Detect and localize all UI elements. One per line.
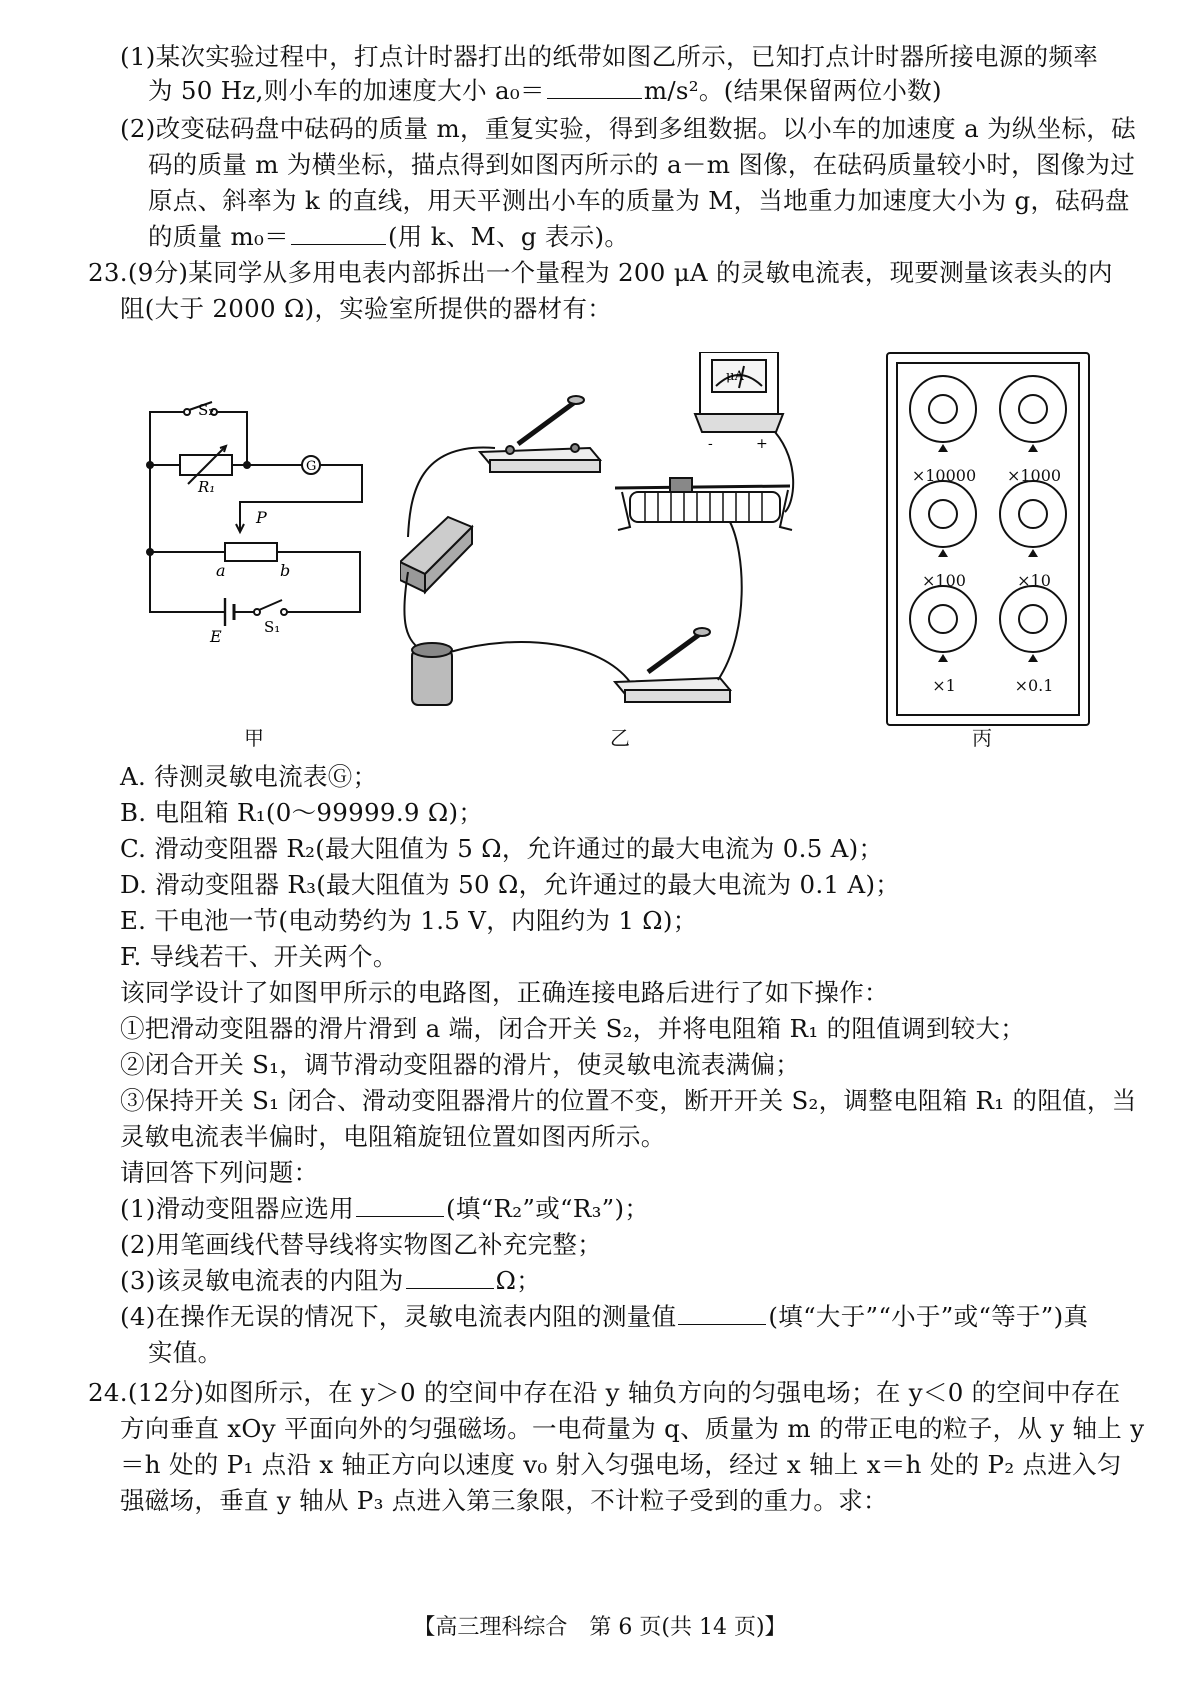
q22-part2-line4 bbox=[148, 220, 629, 254]
circuit-diagram-jia bbox=[130, 380, 390, 680]
page-footer: 【高三理科综合 第 6 页(共 14 页)】 bbox=[413, 1615, 787, 1640]
q22-part1-line1: (1)某次实验过程中，打点计时器打出的纸带如图乙所示，已知打点计时器所接电源的频率 bbox=[120, 42, 1098, 71]
dial-label-0-1: ×0.1 bbox=[1014, 676, 1054, 695]
figure-label-jia: 甲 bbox=[244, 726, 264, 750]
option-d: D. 滑动变阻器 R₃(最大阻值为 50 Ω，允许通过的最大电流为 0.1 A)； bbox=[120, 870, 901, 899]
meter-plus-terminal: + bbox=[756, 436, 768, 452]
q22-part2-line1: (2)改变砝码盘中砝码的质量 m，重复实验，得到多组数据。以小车的加速度 a 为纵坐标，砝 bbox=[120, 114, 1136, 143]
q24-line2: 方向垂直 xOy 平面向外的匀强磁场。一电荷量为 q、质量为 m 的带正电的粒子，从 y 轴上 y bbox=[120, 1414, 1145, 1443]
step-3-line2: 灵敏电流表半偏时，电阻箱旋钮位置如图丙所示。 bbox=[120, 1122, 666, 1151]
q24-line3: ＝h 处的 P₁ 点沿 x 轴正方向以速度 v₀ 射入匀强电场，经过 x 轴上 x＝h 处的 P₂ 点进入匀 bbox=[120, 1450, 1122, 1479]
q22-part2-text-a: 的质量 m₀＝ bbox=[148, 222, 289, 251]
q22-part1-text-b: m/s²。(结果保留两位小数) bbox=[643, 76, 942, 105]
option-a: A. 待测灵敏电流表Ⓖ； bbox=[120, 762, 378, 791]
meter-minus-terminal: - bbox=[708, 436, 713, 452]
figure-label-bing: 丙 bbox=[972, 726, 992, 750]
design-statement: 该同学设计了如图甲所示的电路图，正确连接电路后进行了如下操作： bbox=[120, 978, 889, 1007]
resistance-box-bing bbox=[886, 352, 1090, 726]
step-3-line1: ③保持开关 S₁ 闭合、滑动变阻器滑片的位置不变，断开开关 S₂，调整电阻箱 R₁ 的阻值，当 bbox=[120, 1086, 1137, 1115]
option-b: B. 电阻箱 R₁(0～99999.9 Ω)； bbox=[120, 798, 484, 827]
q23-header-line2: 阻(大于 2000 Ω)，实验室所提供的器材有： bbox=[120, 294, 613, 323]
option-e: E. 干电池一节(电动势约为 1.5 V，内阻约为 1 Ω)； bbox=[120, 906, 698, 935]
option-f: F. 导线若干、开关两个。 bbox=[120, 942, 398, 971]
label-e: E bbox=[210, 627, 222, 646]
label-b: b bbox=[280, 561, 291, 580]
q23-sub1-text-b: (填“R₂”或“R₃”)； bbox=[446, 1194, 650, 1223]
q23-sub3-text-b: Ω； bbox=[495, 1266, 542, 1295]
label-s2: S₂ bbox=[198, 401, 215, 419]
ask-prompt: 请回答下列问题： bbox=[120, 1158, 319, 1187]
dial-label-100: ×100 bbox=[922, 571, 966, 590]
answer-blank-resistance[interactable] bbox=[406, 1266, 494, 1289]
q22-part2-line2: 码的质量 m 为横坐标，描点得到如图丙所示的 a－m 图像，在砝码质量较小时，图像为过 bbox=[148, 150, 1136, 179]
figure-label-yi: 乙 bbox=[610, 726, 630, 750]
dial-label-1: ×1 bbox=[932, 676, 956, 695]
q23-sub4 bbox=[120, 1300, 1088, 1334]
label-s1: S₁ bbox=[264, 618, 281, 636]
answer-blank-a0[interactable] bbox=[547, 76, 642, 99]
dial-label-10: ×10 bbox=[1017, 571, 1051, 590]
label-a: a bbox=[216, 561, 226, 580]
dial-label-1000: ×1000 bbox=[1006, 466, 1062, 485]
step-2: ②闭合开关 S₁，调节滑动变阻器的滑片，使灵敏电流表满偏； bbox=[120, 1050, 801, 1079]
q22-part2-line3: 原点、斜率为 k 的直线，用天平测出小车的质量为 M，当地重力加速度大小为 g，砝码盘 bbox=[148, 186, 1130, 215]
q22-part2-text-b: (用 k、M、g 表示)。 bbox=[387, 222, 630, 251]
q23-sub3 bbox=[120, 1264, 541, 1298]
q23-sub1 bbox=[120, 1192, 649, 1226]
apparatus-figure-yi bbox=[400, 352, 860, 722]
q23-sub3-text-a: (3)该灵敏电流表的内阻为 bbox=[120, 1266, 404, 1295]
option-c: C. 滑动变阻器 R₂(最大阻值为 5 Ω，允许通过的最大电流为 0.5 A)； bbox=[120, 834, 884, 863]
q23-header-line1: 23.(9分)某同学从多用电表内部拆出一个量程为 200 μA 的灵敏电流表，现要测量该表头的内 bbox=[88, 258, 1113, 287]
q23-sub4-line2: 实值。 bbox=[148, 1338, 223, 1367]
q23-sub4-text-b: (填“大于”“小于”或“等于”)真 bbox=[768, 1302, 1089, 1331]
q24-line1: 24.(12分)如图所示，在 y＞0 的空间中存在沿 y 轴负方向的匀强电场；在 y＜0 的空间中存在 bbox=[88, 1378, 1121, 1407]
q23-sub1-text-a: (1)滑动变阻器应选用 bbox=[120, 1194, 355, 1223]
q23-sub4-text-a: (4)在操作无误的情况下，灵敏电流表内阻的测量值 bbox=[120, 1302, 677, 1331]
label-r1: R₁ bbox=[198, 478, 216, 496]
meter-unit-label: μA bbox=[726, 369, 744, 384]
label-galvanometer: G bbox=[306, 459, 317, 474]
dial-label-10000: ×10000 bbox=[911, 466, 977, 485]
q22-part1-text-a: 为 50 Hz,则小车的加速度大小 a₀＝ bbox=[148, 76, 545, 105]
q24-line4: 强磁场，垂直 y 轴从 P₃ 点进入第三象限，不计粒子受到的重力。求： bbox=[120, 1486, 888, 1515]
label-p: P bbox=[256, 508, 267, 527]
step-1: ①把滑动变阻器的滑片滑到 a 端，闭合开关 S₂，并将电阻箱 R₁ 的阻值调到较大； bbox=[120, 1014, 1026, 1043]
answer-blank-m0[interactable] bbox=[291, 222, 386, 245]
q22-part1-line2 bbox=[148, 74, 942, 108]
q23-sub2: (2)用笔画线代替导线将实物图乙补充完整； bbox=[120, 1230, 603, 1259]
answer-blank-rheostat[interactable] bbox=[356, 1194, 444, 1217]
answer-blank-comparison[interactable] bbox=[678, 1302, 766, 1325]
